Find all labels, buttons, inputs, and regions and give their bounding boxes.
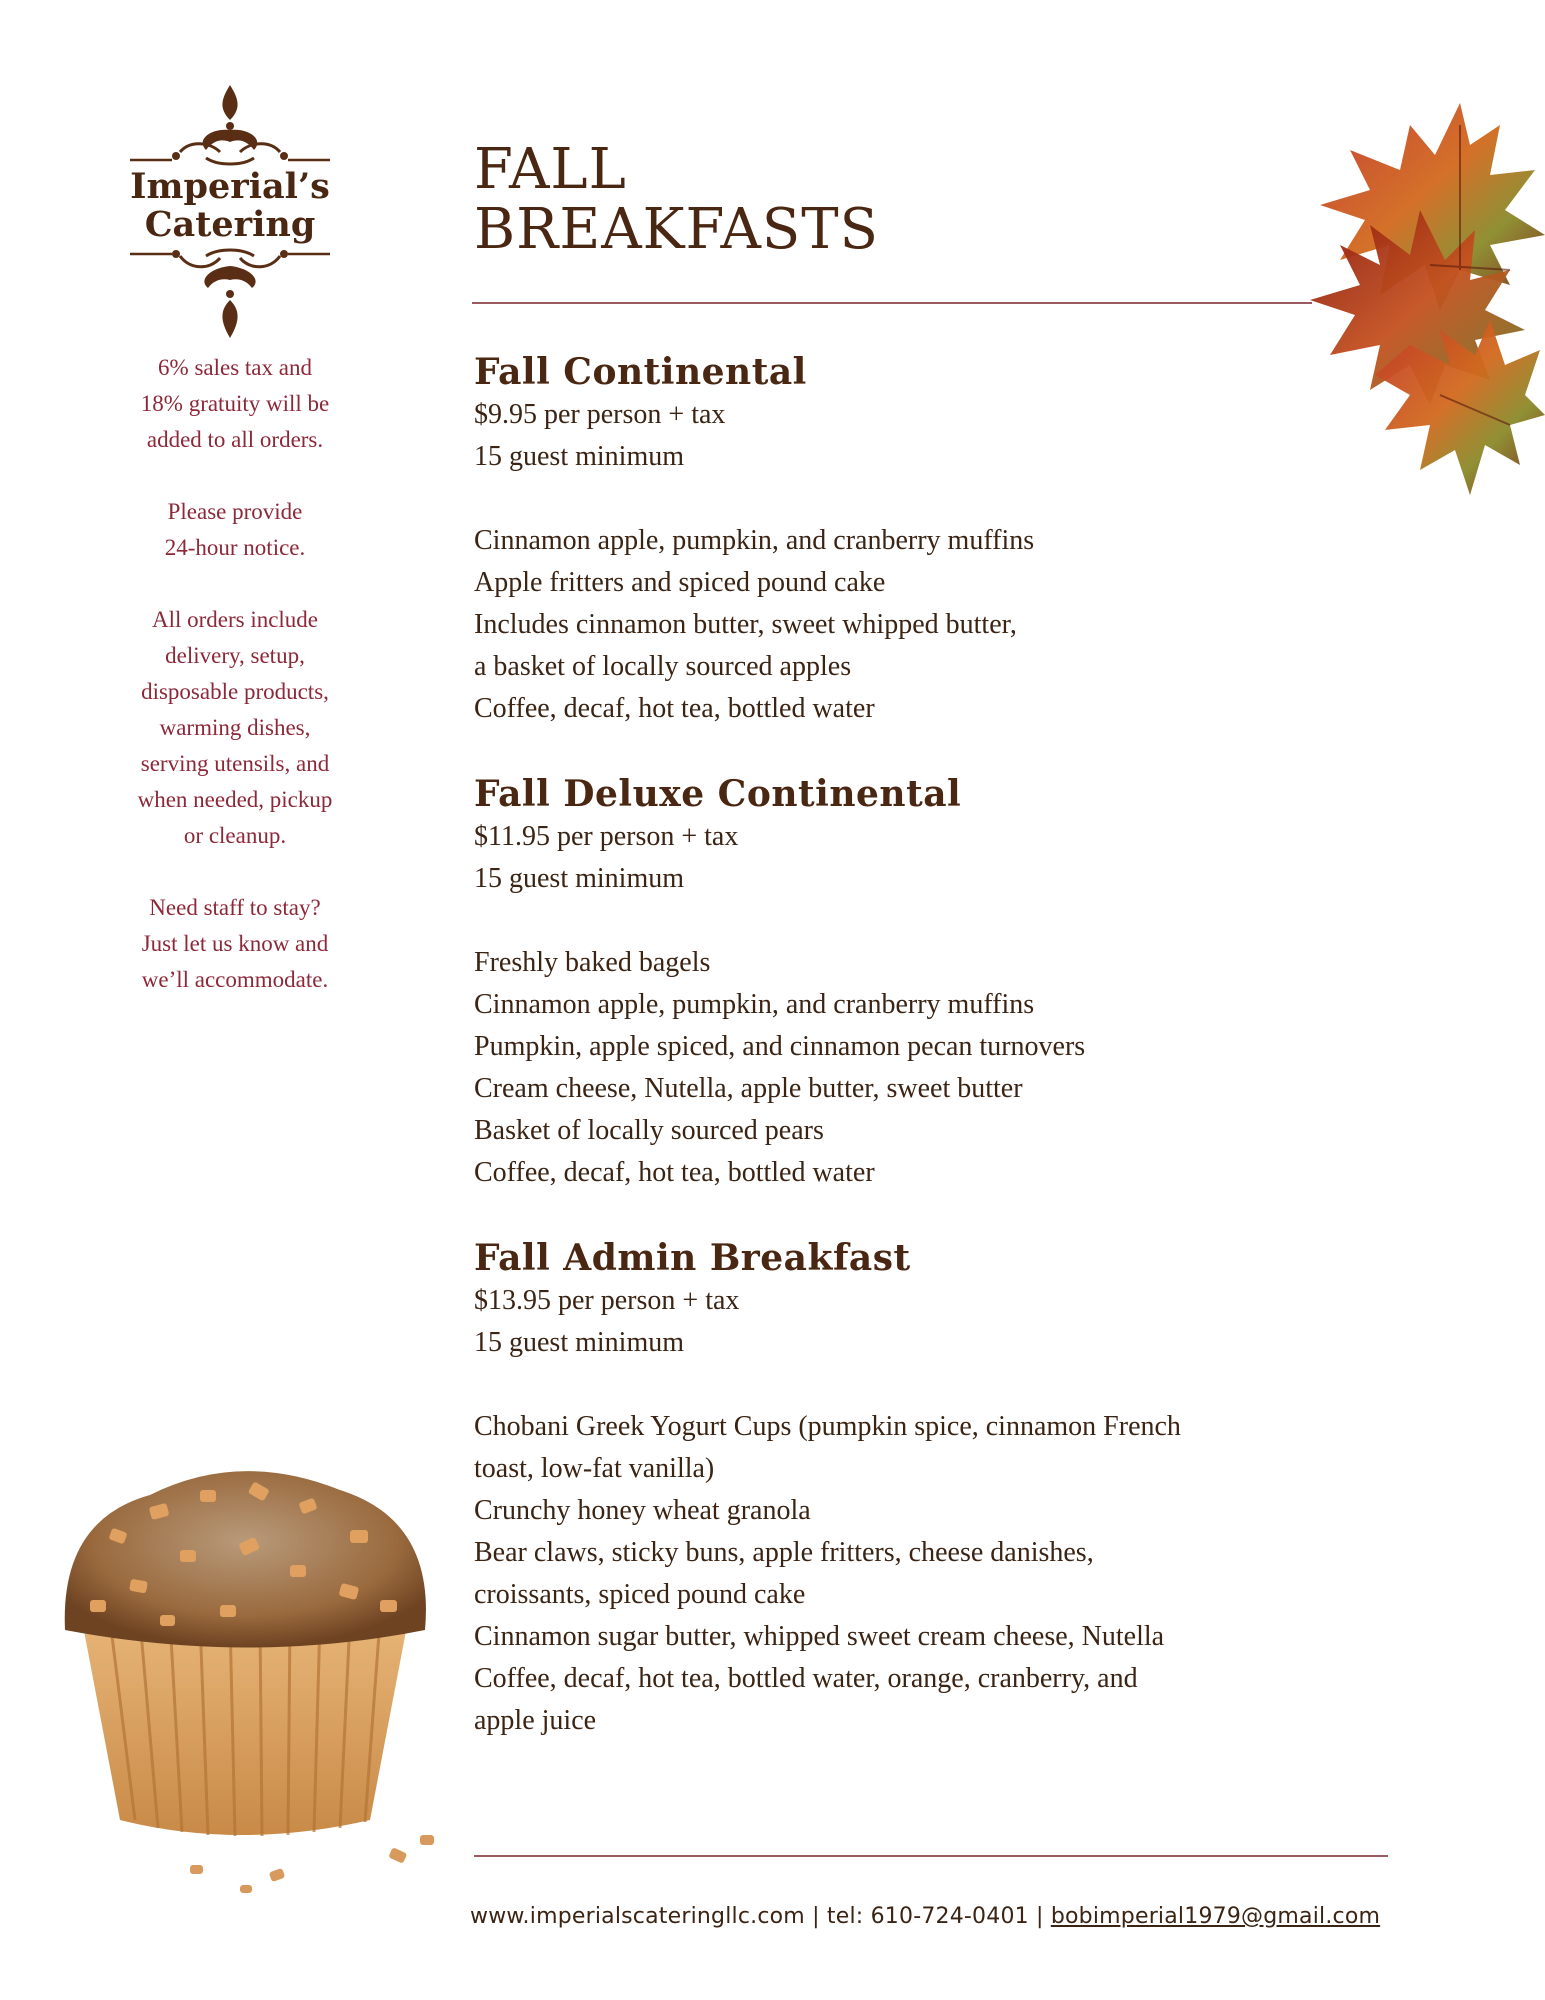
menu-item: Cinnamon apple, pumpkin, and cranberry muffins <box>474 989 1035 1020</box>
note-included-services: All orders include delivery, setup, disposable products, warming dishes, serving utensils, and when needed, pickup or cleanup. <box>137 607 333 848</box>
footer-separator: | <box>1028 1904 1051 1929</box>
email-link[interactable]: bobimperial1979@gmail.com <box>1050 1904 1381 1929</box>
note-notice: Please provide 24-hour notice. <box>164 499 306 560</box>
section-items <box>474 942 1354 1194</box>
menu-item: Coffee, decaf, hot tea, bottled water <box>474 693 875 724</box>
section-price: $13.95 per person + tax <box>474 1285 740 1316</box>
title-divider <box>472 302 1312 304</box>
logo-text-catering: Catering <box>144 204 316 245</box>
menu-item: Freshly baked bagels <box>474 947 711 978</box>
menu-item: croissants, spiced pound cake <box>474 1579 806 1610</box>
section-price: $9.95 per person + tax <box>474 399 726 430</box>
title-line-2: BREAKFASTS <box>474 197 879 262</box>
phone-number: tel: 610-724-0401 <box>826 1904 1029 1929</box>
section-minimum: 15 guest minimum <box>474 441 684 472</box>
menu-item: toast, low-fat vanilla) <box>474 1453 715 1484</box>
logo-text-imperials: Imperial’s <box>130 166 330 207</box>
section-items <box>474 520 1354 730</box>
section-fall-admin-breakfast <box>474 1236 1354 1742</box>
note-staff: Need staff to stay? Just let us know and we’ll accommodate. <box>141 895 329 992</box>
menu-item: Bear claws, sticky buns, apple fritters, cheese danishes, <box>474 1537 1094 1568</box>
footer-contact <box>470 1904 1381 1929</box>
menu-item: Coffee, decaf, hot tea, bottled water, orange, cranberry, and <box>474 1663 1138 1694</box>
menu-item: Cinnamon sugar butter, whipped sweet cream cheese, Nutella <box>474 1621 1165 1652</box>
note-tax-gratuity: 6% sales tax and 18% gratuity will be added to all orders. <box>140 355 330 452</box>
section-price: $11.95 per person + tax <box>474 821 739 852</box>
section-title: Fall Deluxe Continental <box>474 773 962 815</box>
section-minimum: 15 guest minimum <box>474 1327 684 1358</box>
section-items <box>474 1406 1354 1742</box>
imperials-catering-logo <box>110 80 350 345</box>
menu-item: Cinnamon apple, pumpkin, and cranberry muffins <box>474 525 1035 556</box>
section-title: Fall Admin Breakfast <box>474 1237 911 1279</box>
section-title: Fall Continental <box>474 351 807 393</box>
menu-item: Includes cinnamon butter, sweet whipped butter, <box>474 609 1017 640</box>
website-link[interactable]: www.imperialscateringllc.com <box>470 1904 805 1929</box>
footer-separator: | <box>804 1904 827 1929</box>
section-fall-continental <box>474 350 1354 730</box>
menu-item: Basket of locally sourced pears <box>474 1115 824 1146</box>
menu-item: apple juice <box>474 1705 597 1736</box>
sidebar-notes <box>100 350 370 1034</box>
page-title <box>474 137 879 262</box>
menu-item: a basket of locally sourced apples <box>474 651 852 682</box>
menu-item: Crunchy honey wheat granola <box>474 1495 811 1526</box>
section-minimum: 15 guest minimum <box>474 863 684 894</box>
menu-item: Cream cheese, Nutella, apple butter, sweet butter <box>474 1073 1023 1104</box>
menu-sections <box>474 350 1354 1784</box>
title-line-1: FALL <box>474 137 627 202</box>
section-fall-deluxe-continental <box>474 772 1354 1194</box>
menu-item: Coffee, decaf, hot tea, bottled water <box>474 1157 875 1188</box>
footer-divider <box>474 1855 1388 1857</box>
menu-item: Chobani Greek Yogurt Cups (pumpkin spice, cinnamon French <box>474 1411 1181 1442</box>
muffin-icon <box>40 1380 480 1900</box>
menu-item: Apple fritters and spiced pound cake <box>474 567 886 598</box>
menu-item: Pumpkin, apple spiced, and cinnamon pecan turnovers <box>474 1031 1086 1062</box>
